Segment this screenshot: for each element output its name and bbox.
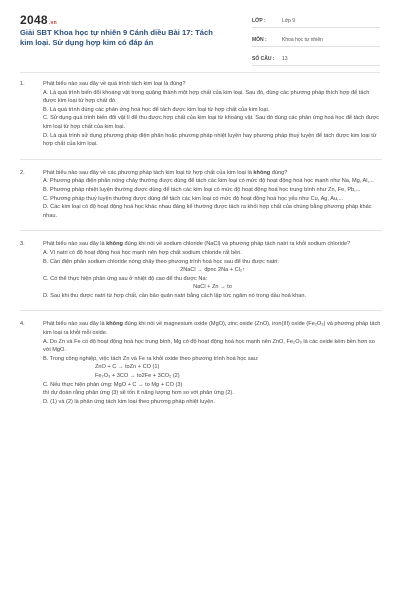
option-b: B. Phương pháp nhiệt luyện thường được dùng để tách các kim loại có mức độ hoạt động hoá học trung bình như Zn, Fe, Pb,... <box>43 186 361 193</box>
meta-row-count <box>252 52 380 66</box>
question-divider <box>20 310 382 311</box>
option-a: A. Vì natri có độ hoạt động hoá học mạnh nên hợp chất sodium chloride rất bền. <box>43 249 242 256</box>
question-divider <box>20 159 382 160</box>
option-a: A. Phương pháp điện phân nóng chảy thường được dùng để tách các kim loại có mức độ hoạt động hoá học mạnh như Na, Mg, Al,... <box>43 178 374 185</box>
option-d: D. Là quá trình sử dụng phương pháp điện phân hoặc phương pháp nhiệt luyện hay phương pháp thuỷ luyện để tách được kim loại từ hợp chất của kim loại. <box>43 132 377 148</box>
site-logo[interactable] <box>20 13 57 27</box>
document-title: Giải SBT Khoa học tự nhiên 9 Cánh diều Bài 17: Tách kim loại. Sử dụng hợp kim có đáp án <box>20 28 213 47</box>
question-list <box>20 80 382 406</box>
option-d: D. Các kim loại có độ hoạt động hoá học khác nhau đáng kể thường được tách ra khỏi hợp chất của chúng bằng phương pháp khác nhau. <box>43 204 372 219</box>
option-c: C. Nếu thực hiện phản ứng: MgO + C → to Mg + CO (3) <box>43 381 183 388</box>
question-number: 2. <box>20 169 25 176</box>
option-b: B. Cần điện phân sodium chloride nóng chảy theo phương trình hoá học sau để thu được natri: <box>43 258 279 265</box>
question-4 <box>20 320 382 406</box>
option-b: B. Trong công nghiệp, việc tách Zn và Fe ra khỏi oxide theo phương trình hoá học sau: <box>43 355 259 362</box>
meta-row-subject <box>252 33 380 47</box>
question-divider <box>20 230 382 231</box>
stem-text: đúng khi nói về sodium chloride (NaCl) và phương pháp tách natri ra khỏi sodium chloride? <box>122 241 351 248</box>
option-c: C. Có thể thực hiện phản ứng sau ở nhiệt độ cao để thu được Na: <box>43 275 208 282</box>
stem-text: đúng khi nói về magnesium oxide (MgO), zinc oxide (ZnO), iron(III) oxide (Fe₂O₃) và phương pháp tách kim loại ra khỏi mỗi oxide. <box>43 321 381 337</box>
stem-text: Phát biểu nào sau đây về các phương pháp tách kim loại từ hợp chất của kim loại là <box>43 169 254 176</box>
meta-key: SỐ CÂU : <box>252 55 275 62</box>
option-d: D. (1) và (2) là phản ứng tách kim loại theo phương pháp nhiệt luyện. <box>43 398 215 405</box>
meta-panel <box>252 14 380 71</box>
option-a: A. Do Zn và Fe có độ hoạt động hoá học trung bình, Mg có độ hoạt động hoá học mạnh nên ZnO, Fe₂O₃ là các oxide kém bền hơn so với MgO. <box>43 338 375 354</box>
logo-suffix: .vn <box>48 20 58 26</box>
equation: NaCl + Zn → to <box>193 284 232 291</box>
question-3 <box>20 240 382 300</box>
logo-text: 2048 <box>20 13 48 27</box>
meta-key: LỚP : <box>252 17 266 24</box>
option-a: A. Là quá trình biến đổi khoáng vật trong quặng thành một hợp chất của kim loại. Sau đó, dùng các phương pháp thích hợp để tách được kim loại từ hợp chất đó. <box>43 89 370 105</box>
option-c: C. Sử dụng quá trình biến đổi vật lí để thu được hợp chất của kim loại từ khoáng vật. Sau đó dùng các phản ứng hoá học để tách được kim loại từ hợp chất của kim loại. <box>43 115 380 130</box>
question-number: 4. <box>20 321 25 328</box>
option-c-continued: thì dự đoán rằng phản ứng (3) sẽ tốn ít năng lượng hơn so với phản ứng (2). <box>43 390 234 397</box>
stem-emphasis: không <box>106 241 123 248</box>
meta-row-class <box>252 14 380 28</box>
meta-value: Khoa học tự nhiên <box>282 36 323 43</box>
stem-emphasis: không <box>106 321 123 328</box>
equation: Fe₂O₃ + 3CO → to2Fe + 3CO₂ (2) <box>95 373 180 380</box>
question-stem <box>43 240 382 249</box>
stem-text: Phát biểu nào sau đây là <box>43 241 107 248</box>
option-b: B. Là quá trình dùng các phản ứng hoá học để tách được kim loại từ hợp chất của kim loại. <box>43 106 270 113</box>
question-number: 3. <box>20 241 25 248</box>
page-header <box>0 0 400 62</box>
question-number: 1. <box>20 81 25 87</box>
option-d: D. Sau khi thu được natri từ hợp chất, cần bảo quản natri bằng cách lập tức ngâm nó trong dầu hoả khan. <box>43 292 306 299</box>
meta-key: MÔN : <box>252 36 267 43</box>
equation: ZnO + C → toZn + CO (1) <box>95 364 160 371</box>
stem-text: Phát biểu nào sau đây là <box>43 321 107 328</box>
meta-value: Lớp 9 <box>282 17 296 24</box>
stem-text: đúng? <box>270 169 288 176</box>
equation: 2NaCl → đpnc 2Na + Cl₂↑ <box>180 267 245 274</box>
header-divider <box>20 72 380 73</box>
question-stem <box>43 169 382 178</box>
question-1 <box>20 80 382 149</box>
question-stem <box>43 320 382 337</box>
question-stem: Phát biểu nào sau đây về quá trình tách kim loại là đúng? <box>43 81 186 87</box>
meta-value: 13 <box>282 55 288 62</box>
option-c: C. Phương pháp thuỷ luyện thường được dùng để tách các kim loại có mức độ hoạt động hoá học yếu như Cu, Ag, Au,... <box>43 195 344 202</box>
question-2 <box>20 169 382 221</box>
stem-emphasis: không <box>253 169 271 176</box>
